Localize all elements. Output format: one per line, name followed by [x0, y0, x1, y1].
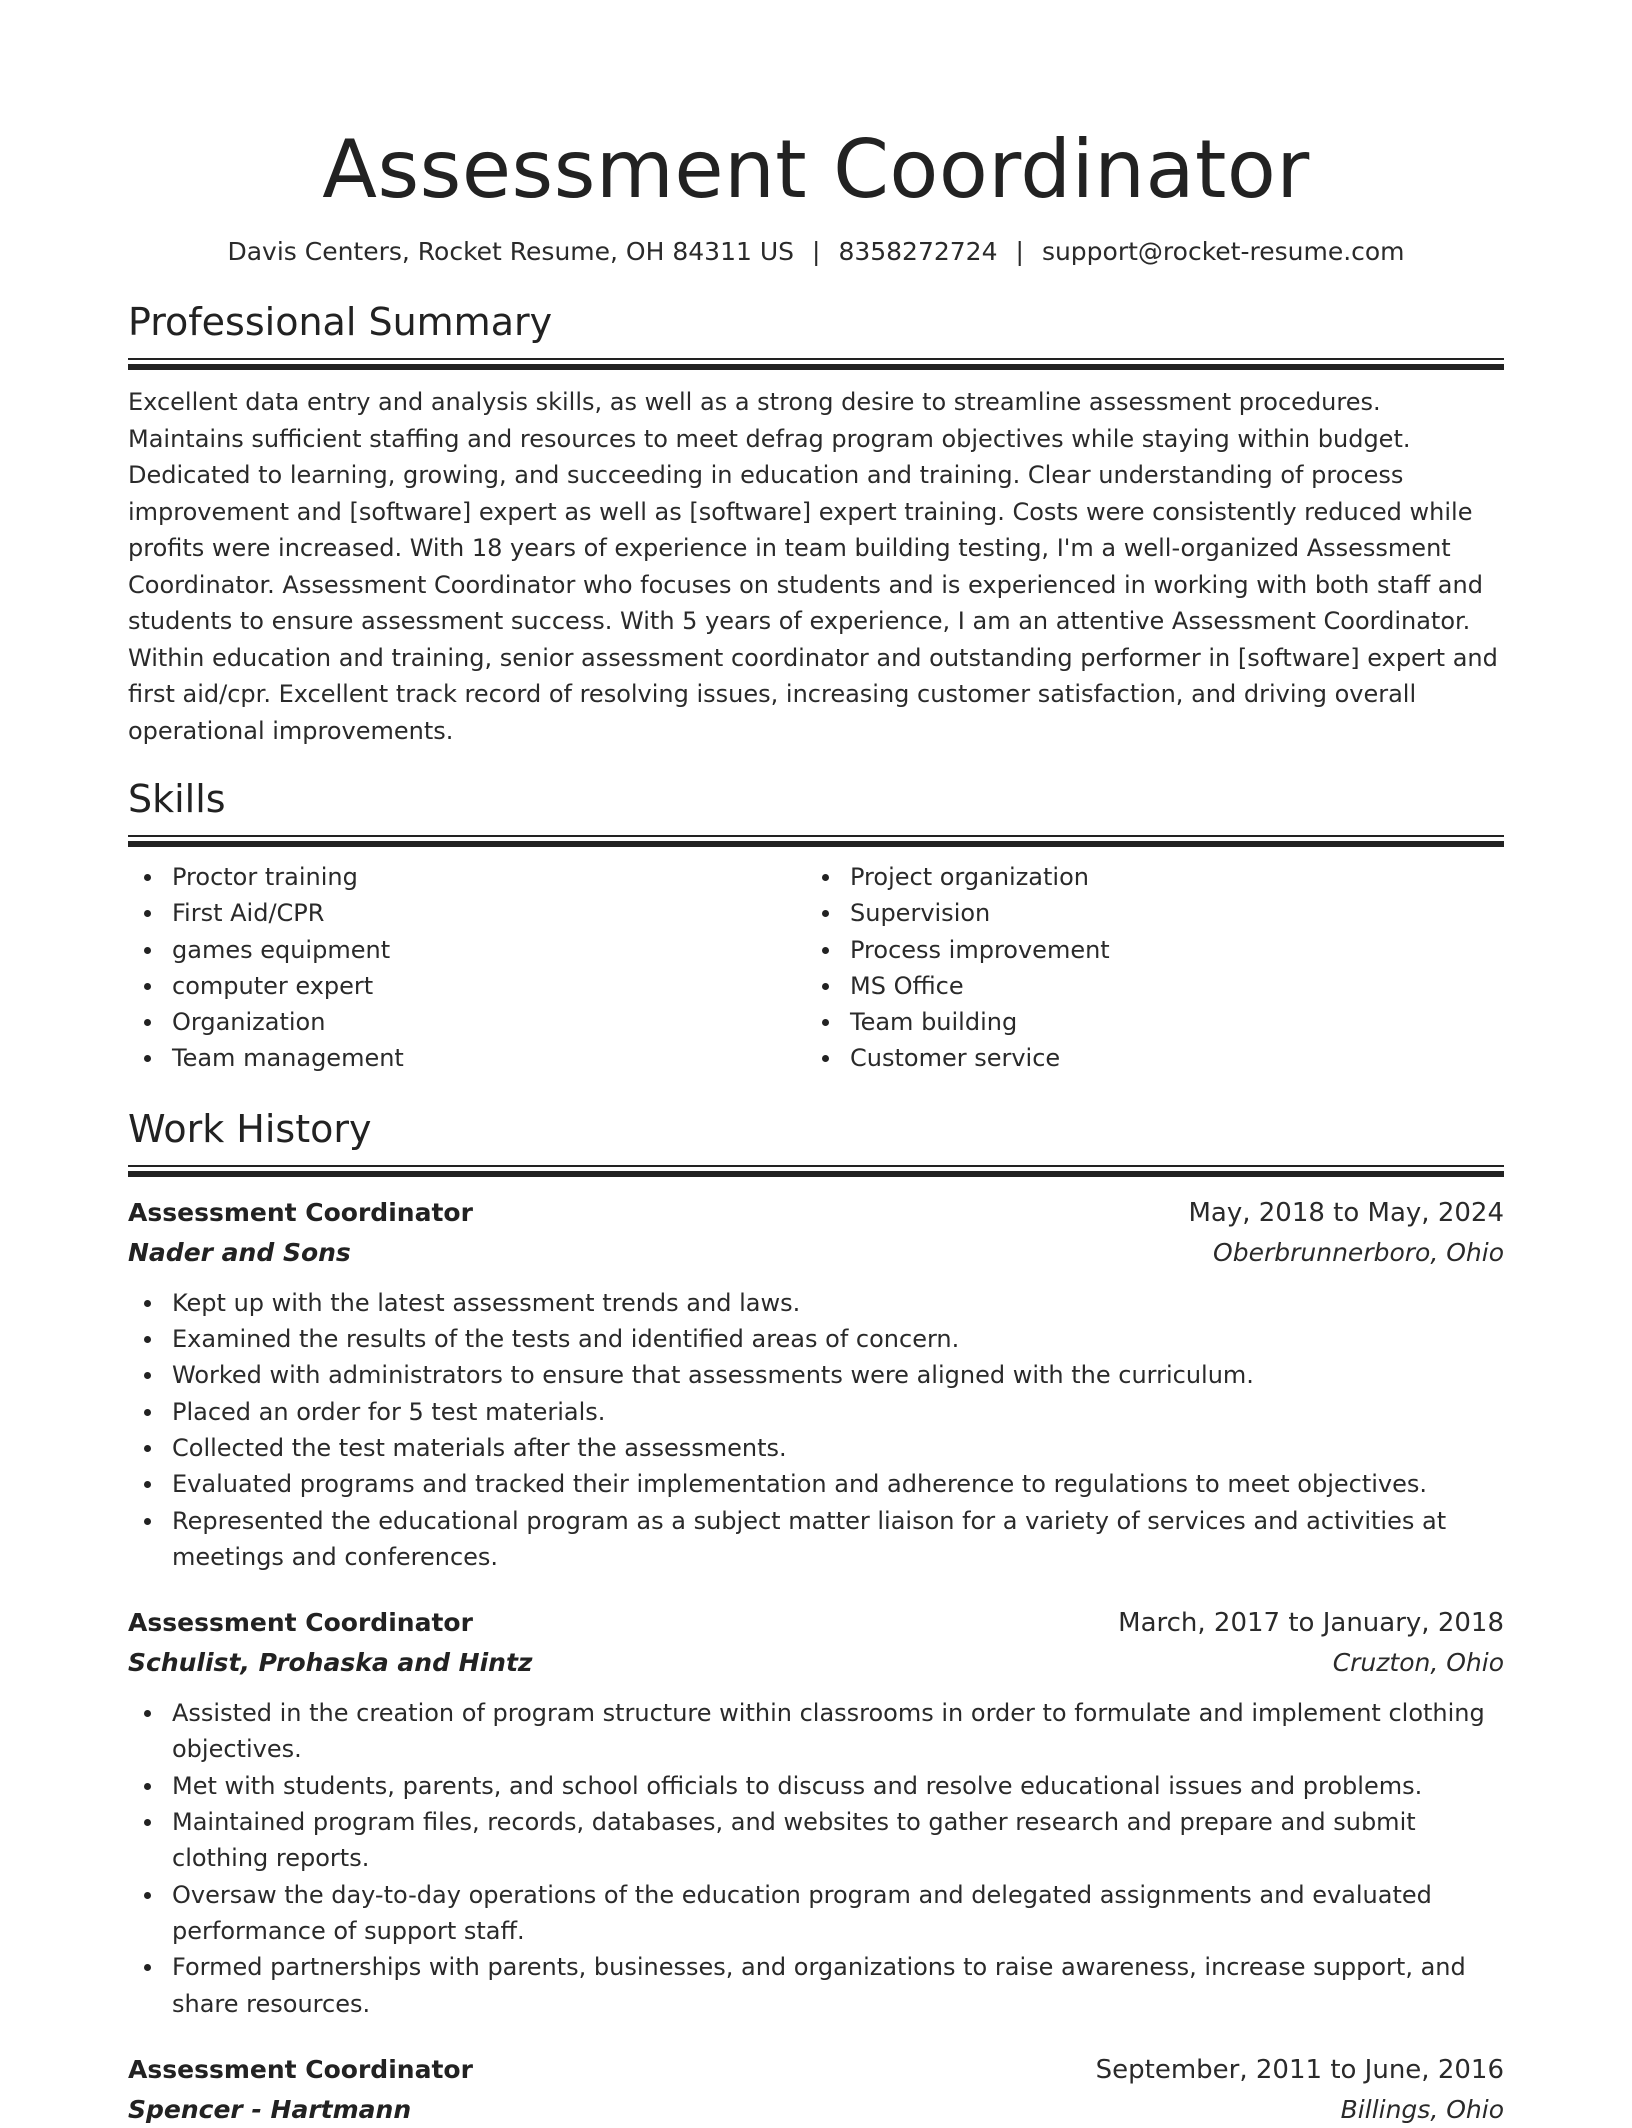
- job-header: [128, 2052, 1504, 2088]
- job-company: Spencer - Hartmann: [128, 2094, 412, 2124]
- job-entry: [128, 2052, 1504, 2128]
- job-subheader: [128, 1645, 1504, 1681]
- skills-section: [128, 777, 1504, 1077]
- job-bullet: Maintained program files, records, databases, and websites to gather research and prepare and submit clothing reports.: [128, 1804, 1504, 1877]
- skill-item: Team management: [128, 1040, 806, 1076]
- skill-item: First Aid/CPR: [128, 895, 806, 931]
- job-location: Cruzton, Ohio: [1332, 1648, 1504, 1678]
- skill-item: MS Office: [806, 968, 1484, 1004]
- skill-item: Process improvement: [806, 932, 1484, 968]
- section-rule: [128, 358, 1504, 370]
- skill-item: Proctor training: [128, 859, 806, 895]
- section-title-skills: Skills: [128, 777, 226, 821]
- skill-item: computer expert: [128, 968, 806, 1004]
- job-location: Billings, Ohio: [1340, 2094, 1504, 2124]
- job-header: [128, 1605, 1504, 1641]
- job-bullet: Placed an order for 5 test materials.: [128, 1394, 1504, 1430]
- job-bullets: [128, 1695, 1504, 2022]
- skill-item: Organization: [128, 1004, 806, 1040]
- skills-left-column: [128, 859, 806, 1077]
- contact-email: support@rocket-resume.com: [1041, 237, 1405, 266]
- summary-section: [128, 300, 1504, 749]
- job-company: Schulist, Prohaska and Hintz: [128, 1648, 533, 1678]
- job-bullets: [128, 1285, 1504, 1575]
- job-title: Assessment Coordinator: [128, 1197, 473, 1227]
- job-title: Assessment Coordinator: [128, 1608, 473, 1638]
- contact-address: Davis Centers, Rocket Resume, OH 84311 US: [227, 237, 794, 266]
- section-rule: [128, 1165, 1504, 1177]
- skill-item: Project organization: [806, 859, 1484, 895]
- summary-text: Excellent data entry and analysis skills, as well as a strong desire to streamline assessment procedures. Maintains sufficient staffing and resources to meet defrag program objectives while staying within budget. Dedicated to learning, growing, and succeeding in education and training. Clear understanding of process improvement and [software] expert as well as [software] expert training. Costs were consistently reduced while profits were increased. With 18 years of experience in team building testing, I'm a well-organized Assessment Coordinator. Assessment Coordinator who focuses on students and is experienced in working with both staff and students to ensure assessment success. With 5 years of experience, I am an attentive Assessment Coordinator. Within education and training, senior assessment coordinator and outstanding performer in [software] expert and first aid/cpr. Excellent track record of resolving issues, increasing customer satisfaction, and driving overall operational improvements.: [128, 388, 1498, 745]
- job-bullet: Formed partnerships with parents, businesses, and organizations to raise awareness, increase support, and share resources.: [128, 1949, 1504, 2022]
- job-dates: March, 2017 to January, 2018: [1118, 1608, 1504, 1639]
- section-title-summary: Professional Summary: [128, 300, 553, 344]
- job-header: [128, 1195, 1504, 1231]
- section-rule: [128, 835, 1504, 847]
- job-entry: [128, 1195, 1504, 1575]
- job-bullet: Assisted in the creation of program structure within classrooms in order to formulate and implement clothing objectives.: [128, 1695, 1504, 1768]
- job-subheader: [128, 1235, 1504, 1271]
- section-title-work: Work History: [128, 1106, 372, 1151]
- job-bullet: Collected the test materials after the assessments.: [128, 1430, 1504, 1466]
- skill-item: games equipment: [128, 932, 806, 968]
- contact-phone: 8358272724: [838, 237, 998, 266]
- job-subheader: [128, 2092, 1504, 2128]
- skill-item: Customer service: [806, 1040, 1484, 1076]
- contact-separator: |: [1015, 237, 1024, 266]
- job-company: Nader and Sons: [128, 1237, 351, 1267]
- job-location: Oberbrunnerboro, Ohio: [1213, 1237, 1504, 1267]
- job-entry: [128, 1605, 1504, 2022]
- work-section: [128, 1107, 1504, 2128]
- job-bullet: Evaluated programs and tracked their implementation and adherence to regulations to meet objectives.: [128, 1466, 1504, 1502]
- skills-columns: [128, 859, 1504, 1077]
- job-bullet: Oversaw the day-to-day operations of the education program and delegated assignments and evaluated performance of support staff.: [128, 1877, 1504, 1950]
- job-dates: May, 2018 to May, 2024: [1188, 1197, 1504, 1228]
- skill-item: Supervision: [806, 895, 1484, 931]
- job-bullet: Worked with administrators to ensure that assessments were aligned with the curriculum.: [128, 1357, 1504, 1393]
- job-bullet: Kept up with the latest assessment trends and laws.: [128, 1285, 1504, 1321]
- job-dates: September, 2011 to June, 2016: [1095, 2054, 1504, 2085]
- resume-name: Assessment Coordinator: [322, 123, 1310, 216]
- skill-item: Team building: [806, 1004, 1484, 1040]
- skills-right-column: [806, 859, 1484, 1077]
- resume-page: [128, 0, 1504, 2128]
- job-bullet: Represented the educational program as a subject matter liaison for a variety of services and activities at meetings and conferences.: [128, 1503, 1504, 1576]
- contact-line: [128, 236, 1504, 268]
- contact-separator: |: [812, 237, 821, 266]
- job-title: Assessment Coordinator: [128, 2054, 473, 2084]
- job-bullet: Examined the results of the tests and identified areas of concern.: [128, 1321, 1504, 1357]
- job-bullet: Met with students, parents, and school officials to discuss and resolve educational issues and problems.: [128, 1768, 1504, 1804]
